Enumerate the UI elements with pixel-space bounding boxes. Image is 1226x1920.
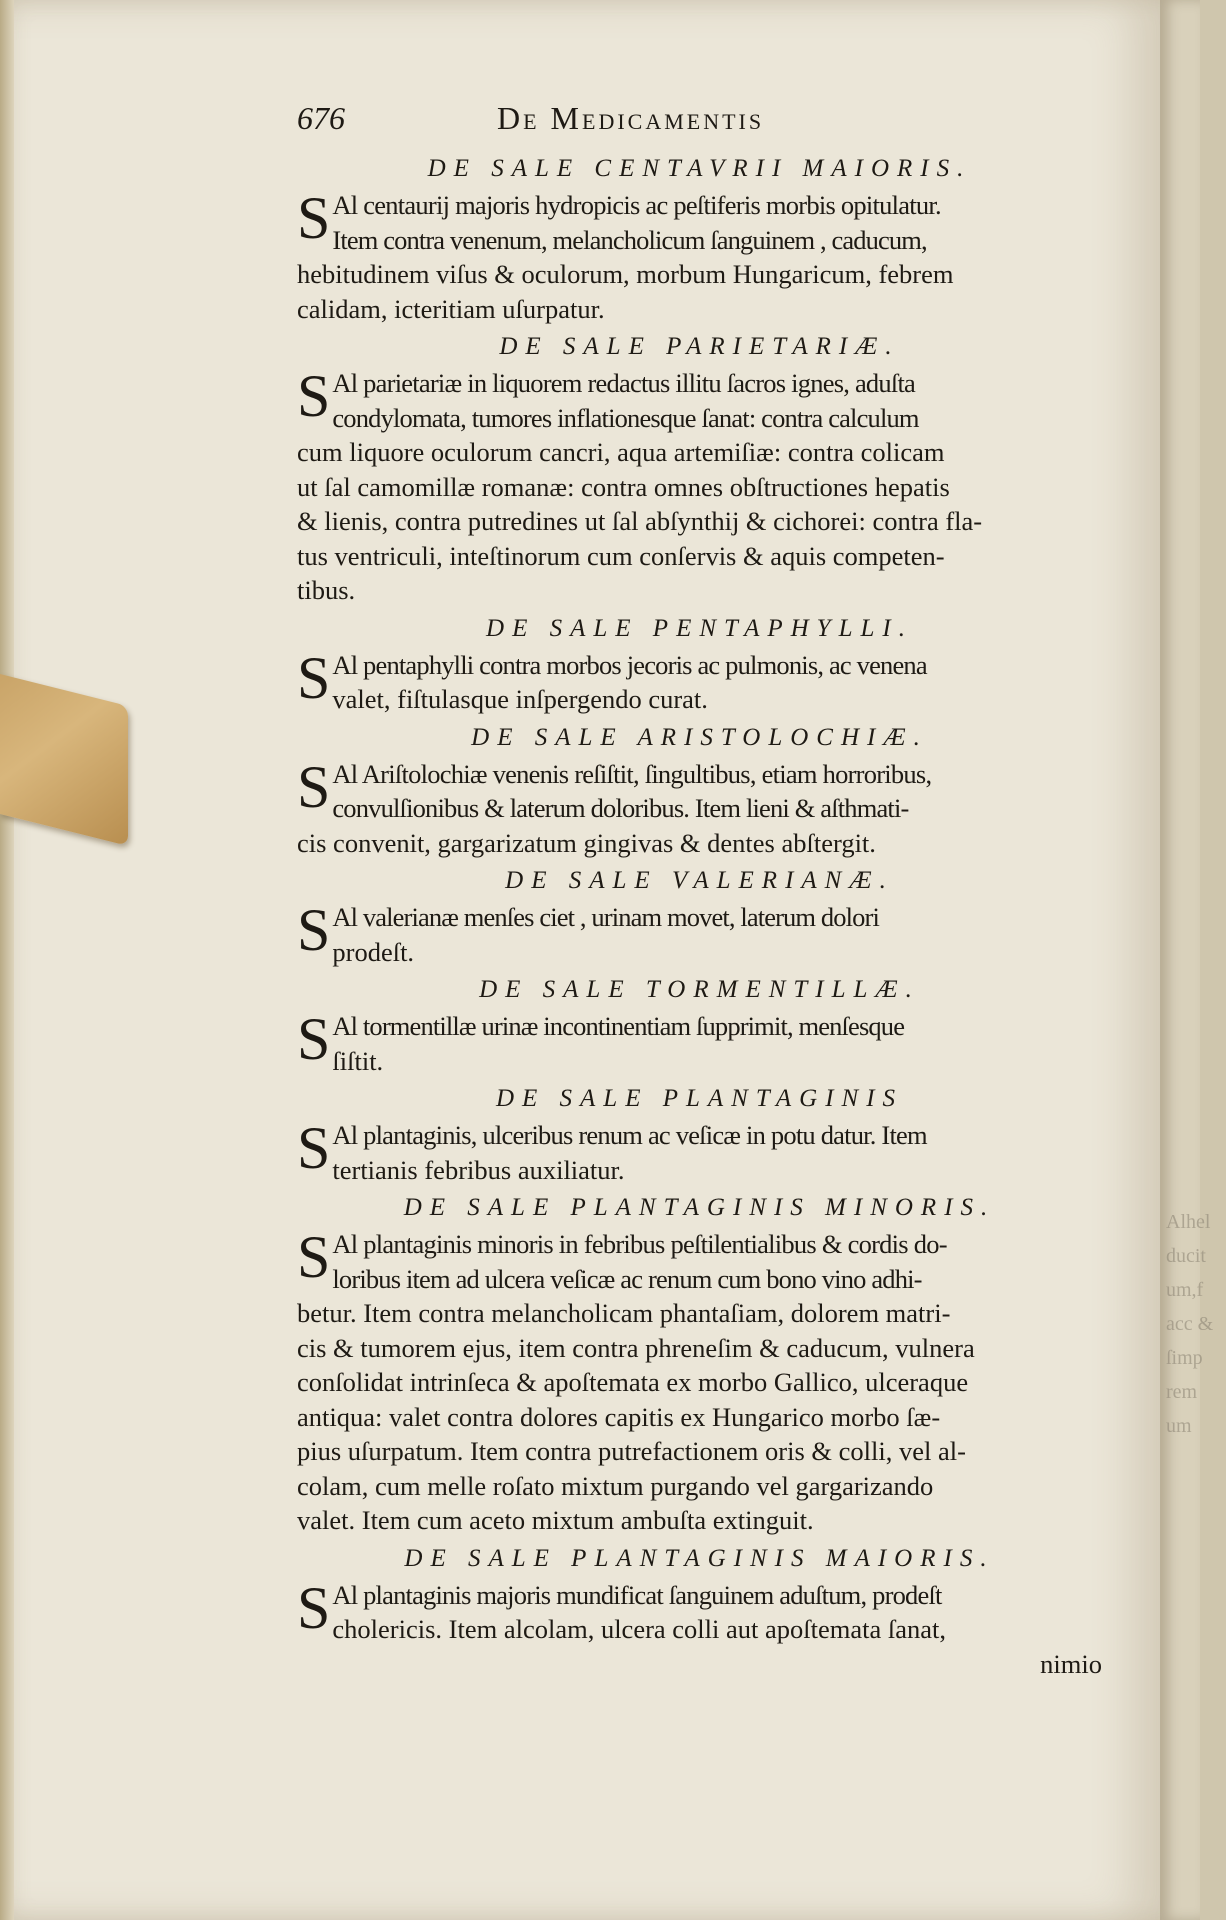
section-heading: DE SALE TORMENTILLÆ. — [479, 976, 920, 1003]
facing-page-text — [1166, 1205, 1226, 1443]
section-paragraph — [297, 363, 1102, 608]
facing-page-fragment: ducit — [1166, 1245, 1206, 1267]
drop-cap-initial: S — [297, 185, 331, 251]
text-line: prodeſt. — [332, 936, 415, 967]
section-heading: DE SALE PARIETARIÆ. — [499, 333, 900, 360]
text-line: valet, fiſtulasque inſpergendo curat. — [332, 684, 708, 714]
text-line: valet. Item cum aceto mixtum ambuſta extinguit. — [297, 1505, 814, 1535]
text-line: & lienis, contra putredines ut ſal abſynthij & cichorei: contra fla- — [297, 506, 983, 536]
section-heading: DE SALE PLANTAGINIS MINORIS. — [403, 1194, 996, 1221]
drop-cap-initial: S — [297, 897, 331, 963]
page-number: 676 — [297, 100, 345, 136]
text-line: hebitudinem viſus & oculorum, morbum Hungaricum, febrem — [297, 259, 954, 289]
facing-page-fragment: Alhel — [1166, 1211, 1211, 1233]
section-heading: DE SALE ARISTOLOCHIÆ. — [471, 723, 928, 751]
section-heading: DE SALE VALERIANÆ. — [505, 867, 894, 894]
text-line: conſolidat intrinſeca & apoſtemata ex morbo Gallico, ulceraque — [297, 1367, 969, 1397]
text-line: colam, cum melle roſato mixtum purgando vel gargarizando — [297, 1470, 934, 1501]
text-line: Al plantaginis minoris in febribus peſtilentialibus & cordis do- — [332, 1229, 947, 1259]
facing-page-fragment: acc & — [1166, 1313, 1214, 1335]
facing-page-fragment: rem — [1166, 1381, 1198, 1403]
text-line: Al pentaphylli contra morbos jecoris ac pulmonis, ac venena — [332, 649, 927, 680]
section-paragraph — [297, 1115, 1102, 1187]
facing-page-fragment: um,f — [1166, 1279, 1204, 1301]
section-heading: DE SALE PENTAPHYLLI. — [486, 614, 913, 642]
drop-cap-initial: S — [297, 1115, 331, 1181]
section-paragraph — [297, 1574, 1102, 1647]
section-heading: DE SALE CENTAVRII MAIORIS. — [427, 155, 972, 182]
text-line: Al parietariæ in liquorem redactus illitu ſacros ignes, aduſta — [332, 368, 916, 398]
text-line: ut ſal camomillæ romanæ: contra omnes obſtructiones hepatis — [297, 471, 950, 502]
text-line: calidam, icteritiam uſurpatur. — [297, 293, 605, 324]
text-line: tus ventriculi, inteſtinorum cum conſervis & aquis competen- — [297, 540, 945, 571]
section-paragraph — [297, 897, 1102, 969]
text-line: Al plantaginis, ulceribus renum ac veſicæ in potu datur. Item — [332, 1120, 927, 1150]
text-line: Al valerianæ menſes ciet , urinam movet, laterum dolori — [332, 902, 879, 932]
text-line: antiqua: valet contra dolores capitis ex Hungarico morbo ſæ- — [297, 1401, 941, 1432]
text-line: Al Ariſtolochiæ venenis reſiſtit, ſingultibus, etiam horroribus, — [332, 758, 932, 789]
text-line: pius uſurpatum. Item contra putrefactionem oris & colli, vel al- — [297, 1436, 966, 1466]
text-line: cum liquore oculorum cancri, aqua artemiſiæ: contra colicam — [297, 437, 945, 467]
section-list — [297, 152, 1102, 1647]
drop-cap-initial: S — [297, 644, 331, 711]
running-title: De Medicamentis — [497, 100, 765, 136]
text-line: cis & tumorem ejus, item contra phreneſim & caducum, vulnera — [297, 1332, 975, 1363]
text-line: tertianis febribus auxiliatur. — [332, 1154, 625, 1185]
catchword: nimio — [1040, 1648, 1102, 1679]
drop-cap-initial: S — [297, 753, 331, 820]
section-paragraph — [297, 185, 1102, 326]
text-line: Al centaurij majoris hydropicis ac peſtiferis morbis opitulatur. — [332, 190, 941, 220]
section-paragraph — [297, 1006, 1102, 1078]
text-line: betur. Item contra melancholicam phantaſiam, dolorem matri- — [297, 1298, 951, 1328]
drop-cap-initial: S — [297, 1224, 331, 1290]
text-line: cholericis. Item alcolam, ulcera colli aut apoſtemata ſanat, — [332, 1614, 947, 1644]
catchword-line — [297, 1647, 1102, 1682]
text-line: loribus item ad ulcera veſicæ ac renum cum bono vino adhi- — [332, 1263, 922, 1294]
facing-page-fragment: um — [1166, 1415, 1192, 1437]
text-line: Al plantaginis majoris mundificat ſanguinem aduſtum, prodeſt — [332, 1579, 942, 1610]
page-gutter-edge — [0, 0, 14, 1920]
drop-cap-initial: S — [297, 1574, 331, 1641]
book-tab-marker — [0, 674, 128, 846]
facing-page-fragment: ſimp — [1166, 1347, 1203, 1369]
text-line: condylomata, tumores inflationesque ſanat: contra calculum — [332, 402, 919, 433]
drop-cap-initial: S — [297, 1006, 331, 1072]
text-line: Item contra venenum, melancholicum ſanguinem , caducum, — [332, 224, 927, 255]
section-heading: DE SALE PLANTAGINIS MAIORIS. — [404, 1544, 995, 1572]
running-head — [297, 100, 1102, 148]
text-line: ſiſtit. — [332, 1045, 384, 1076]
section-paragraph — [297, 1224, 1102, 1538]
page-text-block — [297, 100, 1102, 1681]
section-heading: DE SALE PLANTAGINIS — [495, 1085, 904, 1112]
text-line: Al tormentillæ urinæ incontinentiam ſupprimit, menſesque — [332, 1011, 905, 1041]
text-line: convulſionibus & laterum doloribus. Item lieni & aſthmati- — [332, 793, 909, 823]
facing-page-edge — [1160, 0, 1214, 1920]
text-line: tibus. — [297, 575, 356, 605]
text-line: cis convenit, gargarizatum gingivas & dentes abſtergit. — [297, 827, 876, 858]
section-paragraph — [297, 644, 1102, 717]
drop-cap-initial: S — [297, 363, 331, 429]
section-paragraph — [297, 753, 1102, 861]
